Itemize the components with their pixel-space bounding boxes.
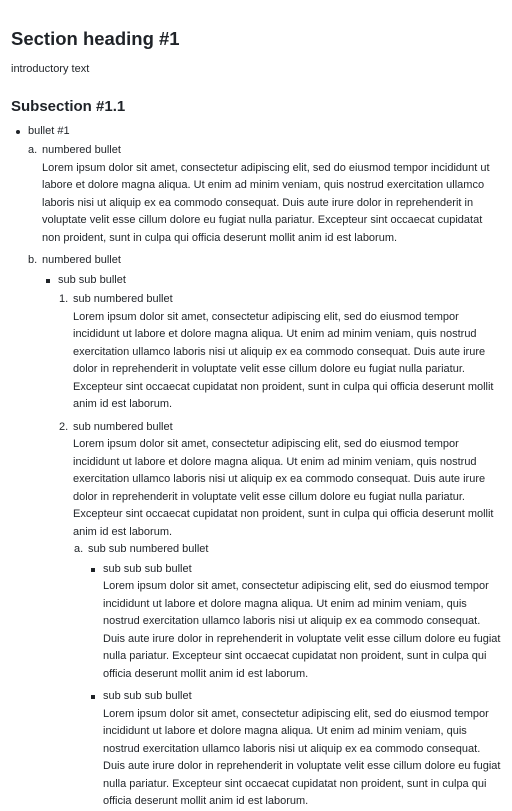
bullet-square-icon [46,279,50,283]
list-item-label: numbered bullet [42,144,121,156]
list-item-label: bullet #1 [28,124,70,137]
list-item [103,561,501,684]
list-item-label: sub sub sub bullet [103,690,192,702]
bullet-square-icon [91,695,95,699]
list-item-label: sub numbered bullet [73,293,173,305]
sub-sub-bullet-list [58,272,501,811]
list-item-paragraph: Lorem ipsum dolor sit amet, consectetur adipiscing elit, sed do eiusmod tempor incididunt ut labore et dolore magna aliqua. Ut enim ad minim veniam, quis nostrud exercitation ullamco laboris nisi ut aliquip ex ea commodo consequat. Duis aute irure dolor in reprehenderit in voluptate velit esse cillum dolore eu fugiat nulla pariatur. Excepteur sint occaecat cupidatat non proident, sunt in culpa qui officia deserunt mollit anim id est laborum. [103,580,501,680]
list-item-paragraph: Lorem ipsum dolor sit amet, consectetur adipiscing elit, sed do eiusmod tempor incididunt ut labore et dolore magna aliqua. Ut enim ad minim veniam, quis nostrud exercitation ullamco laboris nisi ut aliquip ex ea commodo consequat. Duis aute irure dolor in reprehenderit in voluptate velit esse cillum dolore eu fugiat nulla pariatur. Excepteur sint occaecat cupidatat non proident, sunt in culpa qui officia deserunt mollit anim id est laborum. [42,161,490,244]
list-item [58,272,501,811]
bullet-disc-icon [16,130,20,134]
list-item-paragraph: Lorem ipsum dolor sit amet, consectetur adipiscing elit, sed do eiusmod tempor incididunt ut labore et dolore magna aliqua. Ut enim ad minim veniam, quis nostrud exercitation ullamco laboris nisi ut aliquip ex ea commodo consequat. Duis aute irure dolor in reprehenderit in voluptate velit esse cillum dolore eu fugiat nulla pariatur. Excepteur sint occaecat cupidatat non proident, sunt in culpa qui officia deserunt mollit anim id est laborum. [103,707,501,807]
subsection-heading: Subsection #1.1 [11,97,126,115]
list-item [28,142,501,247]
list-item-label: numbered bullet [42,254,121,266]
list-marker: b. [28,254,38,266]
list-marker: 1. [59,293,69,305]
list-marker: 2. [59,420,69,433]
list-item [103,688,501,811]
list-marker: a. [28,144,38,156]
sub-sub-sub-bullet-list [103,561,501,811]
list-item [74,541,501,811]
list-item [28,123,501,811]
list-item [59,291,501,414]
bullet-list [28,123,501,811]
list-item-label: sub sub numbered bullet [88,543,209,555]
numbered-list [28,142,501,811]
list-item [59,419,501,811]
section-heading: Section heading #1 [11,28,180,49]
bullet-square-icon [91,568,95,572]
sub-numbered-list [59,291,501,811]
list-item-label: sub numbered bullet [73,420,173,433]
list-item-paragraph: Lorem ipsum dolor sit amet, consectetur adipiscing elit, sed do eiusmod tempor incididunt ut labore et dolore magna aliqua. Ut enim ad minim veniam, quis nostrud exercitation ullamco laboris nisi ut aliquip ex ea commodo consequat. Duis aute irure dolor in reprehenderit in voluptate velit esse cillum dolore eu fugiat nulla pariatur. Excepteur sint occaecat cupidatat non proident, sunt in culpa qui officia deserunt mollit anim id est laborum. [73,310,494,410]
list-item [28,252,501,811]
sub-sub-numbered-list [74,541,501,811]
list-item-paragraph: Lorem ipsum dolor sit amet, consectetur adipiscing elit, sed do eiusmod tempor incididunt ut labore et dolore magna aliqua. Ut enim ad minim veniam, quis nostrud exercitation ullamco laboris nisi ut aliquip ex ea commodo consequat. Duis aute irure dolor in reprehenderit in voluptate velit esse cillum dolore eu fugiat nulla pariatur. Excepteur sint occaecat cupidatat non proident, sunt in culpa qui officia deserunt mollit anim id est laborum. [73,438,494,538]
list-item-label: sub sub sub bullet [103,562,192,575]
intro-text: introductory text [11,63,90,75]
list-item-label: sub sub bullet [58,273,126,286]
list-marker: a. [74,543,84,555]
